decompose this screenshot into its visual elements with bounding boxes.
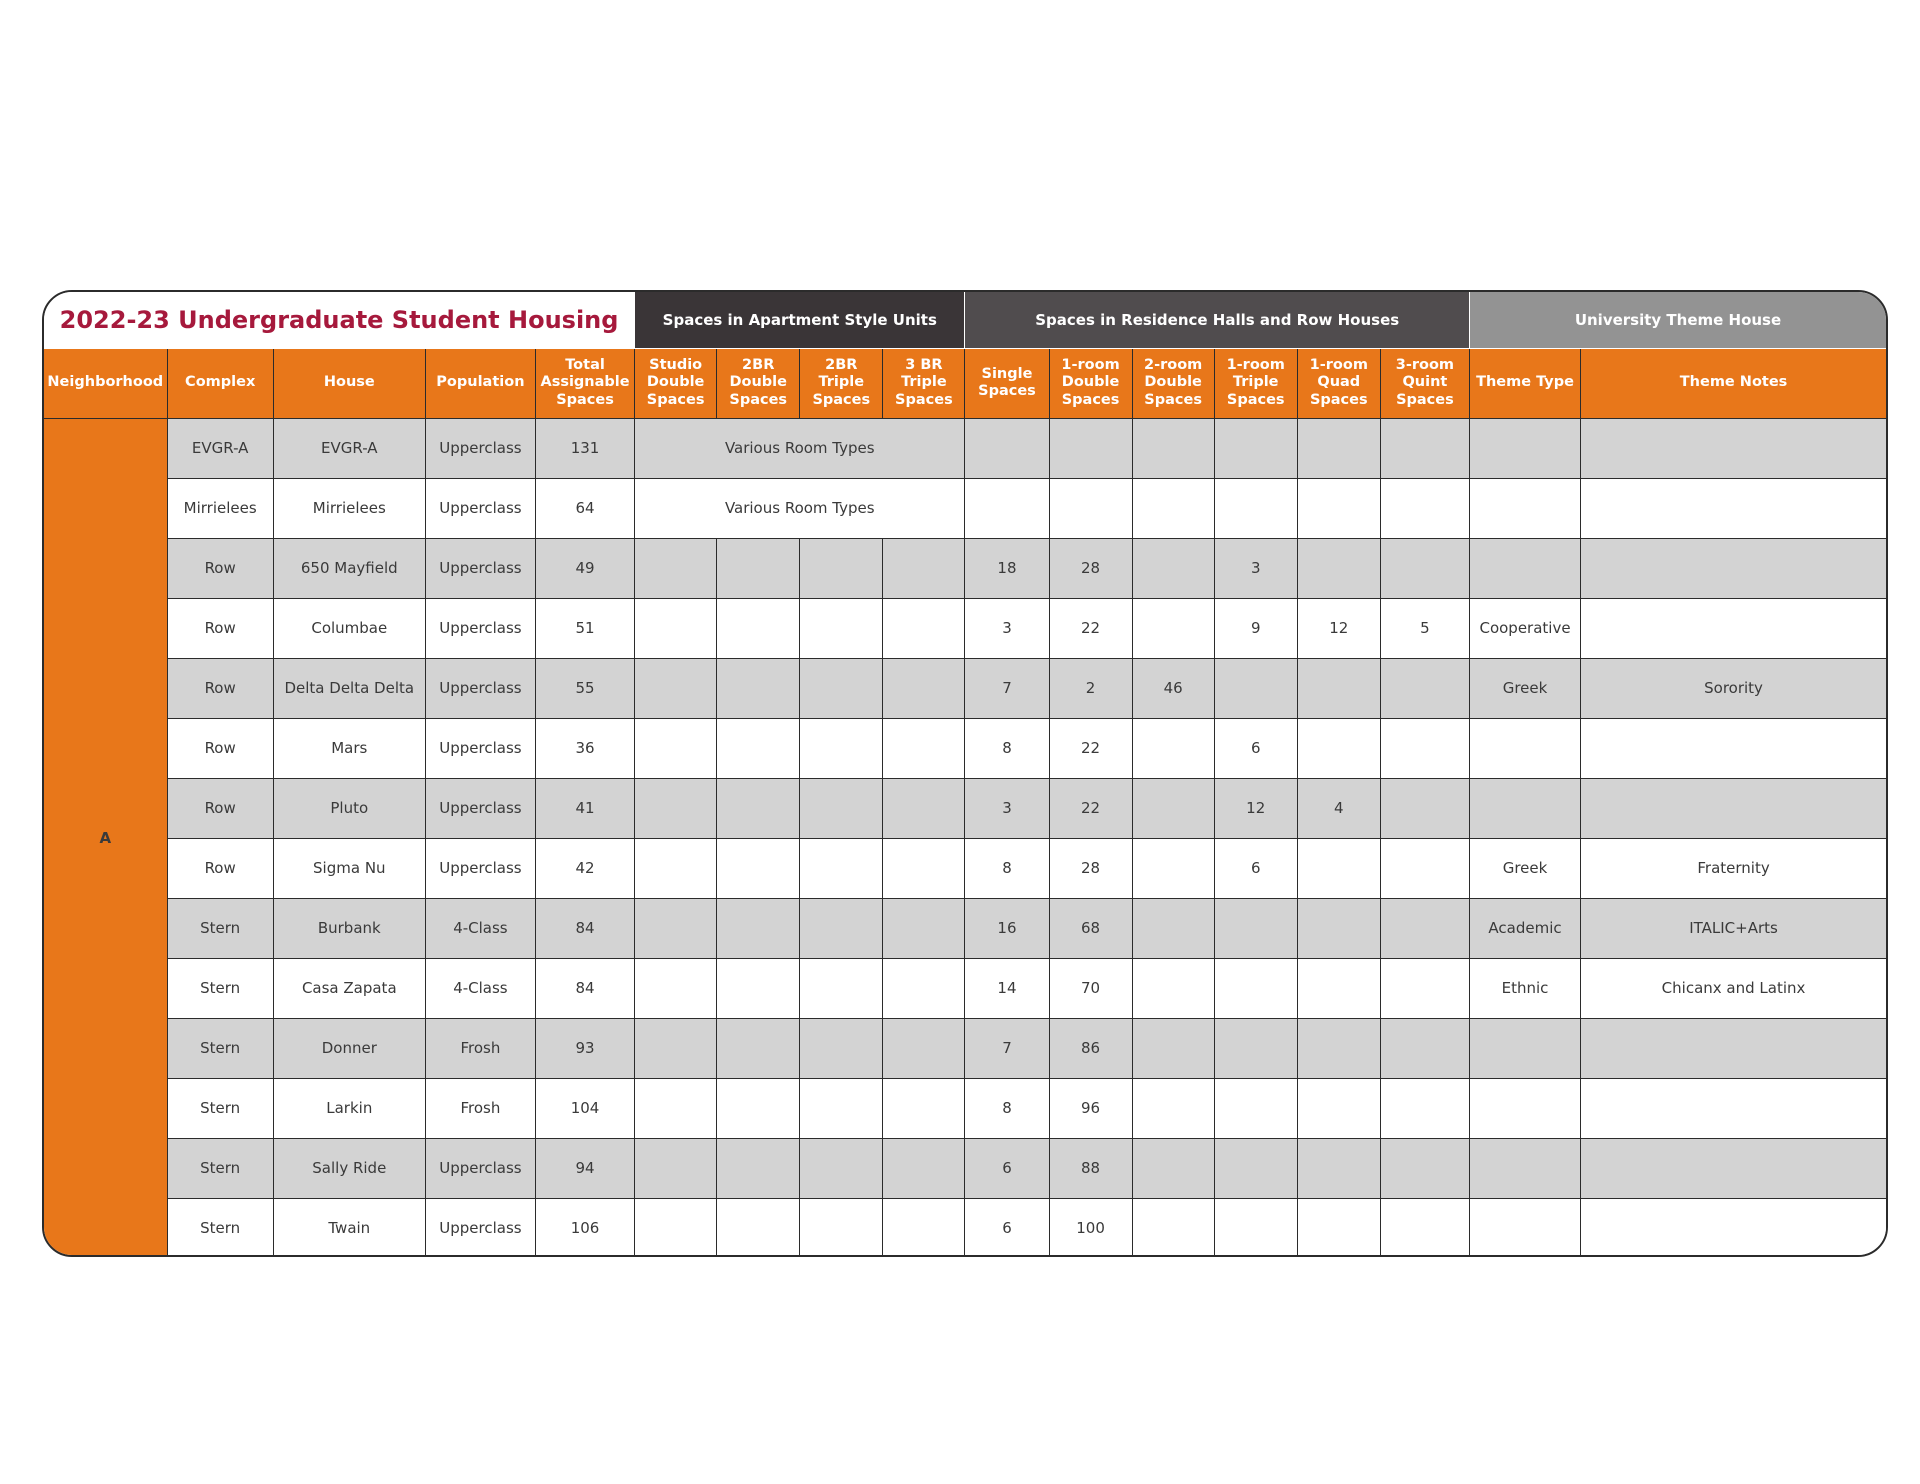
cell-2br-double xyxy=(717,778,800,838)
cell-house: Donner xyxy=(273,1018,425,1078)
cell-1room-double: 2 xyxy=(1049,658,1132,718)
cell-2br-double xyxy=(717,718,800,778)
cell-complex: Row xyxy=(167,598,273,658)
cell-house: Twain xyxy=(273,1198,425,1257)
cell-single xyxy=(965,478,1049,538)
cell-population: Upperclass xyxy=(425,598,535,658)
cell-single: 14 xyxy=(965,958,1049,1018)
cell-1room-double: 70 xyxy=(1049,958,1132,1018)
cell-total-spaces: 94 xyxy=(535,1138,634,1198)
cell-theme-type xyxy=(1469,1138,1580,1198)
cell-theme-notes: Fraternity xyxy=(1581,838,1886,898)
cell-2br-double xyxy=(717,1018,800,1078)
housing-table-card xyxy=(42,290,1888,1257)
header-band-row xyxy=(44,292,1886,348)
cell-1room-double: 22 xyxy=(1049,718,1132,778)
cell-complex: Row xyxy=(167,838,273,898)
table-row xyxy=(44,1018,1886,1078)
cell-population: Upperclass xyxy=(425,778,535,838)
cell-2room-double xyxy=(1132,898,1214,958)
cell-single: 8 xyxy=(965,838,1049,898)
col-header-1room-triple: 1-room Triple Spaces xyxy=(1214,348,1297,418)
cell-house: Mirrielees xyxy=(273,478,425,538)
neighborhood-label: A xyxy=(44,418,167,1257)
cell-3br-triple xyxy=(883,898,965,958)
cell-theme-notes xyxy=(1581,1078,1886,1138)
col-header-1room-double: 1-room Double Spaces xyxy=(1049,348,1132,418)
cell-3br-triple xyxy=(883,1018,965,1078)
cell-theme-type xyxy=(1469,1198,1580,1257)
cell-house: Delta Delta Delta xyxy=(273,658,425,718)
cell-1room-double: 88 xyxy=(1049,1138,1132,1198)
cell-complex: Row xyxy=(167,658,273,718)
table-row xyxy=(44,478,1886,538)
cell-1room-quad xyxy=(1297,1198,1380,1257)
cell-2br-triple xyxy=(800,1078,883,1138)
cell-1room-triple xyxy=(1214,1138,1297,1198)
cell-house: Columbae xyxy=(273,598,425,658)
cell-theme-notes: ITALIC+Arts xyxy=(1581,898,1886,958)
col-header-theme-type: Theme Type xyxy=(1469,348,1580,418)
cell-house: Larkin xyxy=(273,1078,425,1138)
cell-single: 8 xyxy=(965,718,1049,778)
cell-single: 18 xyxy=(965,538,1049,598)
cell-complex: Stern xyxy=(167,898,273,958)
cell-1room-triple: 6 xyxy=(1214,838,1297,898)
cell-2br-triple xyxy=(800,1198,883,1257)
cell-house: Casa Zapata xyxy=(273,958,425,1018)
cell-apartment-note: Various Room Types xyxy=(635,418,965,478)
cell-2room-double: 46 xyxy=(1132,658,1214,718)
cell-theme-type xyxy=(1469,778,1580,838)
cell-2room-double xyxy=(1132,838,1214,898)
cell-1room-quad: 4 xyxy=(1297,778,1380,838)
cell-studio-double xyxy=(635,778,717,838)
cell-1room-quad xyxy=(1297,1138,1380,1198)
cell-population: 4-Class xyxy=(425,958,535,1018)
page-title: 2022-23 Undergraduate Student Housing xyxy=(44,292,635,348)
cell-3room-quint xyxy=(1380,898,1469,958)
cell-studio-double xyxy=(635,1198,717,1257)
cell-1room-quad xyxy=(1297,838,1380,898)
cell-2br-triple xyxy=(800,1018,883,1078)
cell-studio-double xyxy=(635,958,717,1018)
table-row xyxy=(44,838,1886,898)
cell-3br-triple xyxy=(883,598,965,658)
cell-2room-double xyxy=(1132,1018,1214,1078)
col-header-neighborhood: Neighborhood xyxy=(44,348,167,418)
cell-1room-quad xyxy=(1297,898,1380,958)
cell-population: Upperclass xyxy=(425,538,535,598)
table-row xyxy=(44,598,1886,658)
cell-total-spaces: 42 xyxy=(535,838,634,898)
cell-2br-double xyxy=(717,538,800,598)
cell-1room-triple xyxy=(1214,958,1297,1018)
cell-2br-triple xyxy=(800,718,883,778)
cell-2br-double xyxy=(717,898,800,958)
cell-1room-quad xyxy=(1297,958,1380,1018)
cell-theme-notes xyxy=(1581,1018,1886,1078)
cell-theme-type: Greek xyxy=(1469,658,1580,718)
cell-studio-double xyxy=(635,1018,717,1078)
cell-2room-double xyxy=(1132,478,1214,538)
col-header-theme-notes: Theme Notes xyxy=(1581,348,1886,418)
col-header-3room-quint: 3-room Quint Spaces xyxy=(1380,348,1469,418)
cell-single: 16 xyxy=(965,898,1049,958)
cell-3br-triple xyxy=(883,718,965,778)
cell-theme-notes: Chicanx and Latinx xyxy=(1581,958,1886,1018)
cell-1room-triple: 6 xyxy=(1214,718,1297,778)
cell-3room-quint xyxy=(1380,778,1469,838)
cell-theme-notes xyxy=(1581,778,1886,838)
table-row xyxy=(44,658,1886,718)
cell-studio-double xyxy=(635,1078,717,1138)
cell-single: 6 xyxy=(965,1138,1049,1198)
cell-population: Upperclass xyxy=(425,658,535,718)
cell-1room-quad xyxy=(1297,418,1380,478)
cell-1room-triple: 9 xyxy=(1214,598,1297,658)
cell-total-spaces: 84 xyxy=(535,958,634,1018)
cell-3room-quint xyxy=(1380,478,1469,538)
cell-studio-double xyxy=(635,658,717,718)
cell-1room-double: 22 xyxy=(1049,778,1132,838)
cell-total-spaces: 104 xyxy=(535,1078,634,1138)
cell-theme-type: Ethnic xyxy=(1469,958,1580,1018)
cell-2br-triple xyxy=(800,598,883,658)
cell-complex: EVGR-A xyxy=(167,418,273,478)
cell-theme-type: Academic xyxy=(1469,898,1580,958)
col-header-studio-double: Studio Double Spaces xyxy=(635,348,717,418)
cell-house: Pluto xyxy=(273,778,425,838)
cell-theme-notes xyxy=(1581,1138,1886,1198)
cell-house: Sally Ride xyxy=(273,1138,425,1198)
table-row xyxy=(44,1138,1886,1198)
cell-total-spaces: 41 xyxy=(535,778,634,838)
cell-total-spaces: 131 xyxy=(535,418,634,478)
cell-complex: Stern xyxy=(167,958,273,1018)
cell-2br-triple xyxy=(800,898,883,958)
cell-1room-triple xyxy=(1214,478,1297,538)
col-header-2room-double: 2-room Double Spaces xyxy=(1132,348,1214,418)
cell-population: Upperclass xyxy=(425,478,535,538)
cell-complex: Stern xyxy=(167,1138,273,1198)
cell-2room-double xyxy=(1132,598,1214,658)
cell-population: Upperclass xyxy=(425,1138,535,1198)
col-header-complex: Complex xyxy=(167,348,273,418)
cell-3room-quint xyxy=(1380,1138,1469,1198)
cell-1room-quad xyxy=(1297,538,1380,598)
cell-2br-triple xyxy=(800,1138,883,1198)
cell-studio-double xyxy=(635,1138,717,1198)
table-row xyxy=(44,1198,1886,1257)
cell-population: Upperclass xyxy=(425,418,535,478)
cell-complex: Row xyxy=(167,778,273,838)
column-header-row xyxy=(44,348,1886,418)
cell-3br-triple xyxy=(883,958,965,1018)
cell-1room-double: 100 xyxy=(1049,1198,1132,1257)
cell-theme-type xyxy=(1469,478,1580,538)
cell-2br-double xyxy=(717,838,800,898)
cell-1room-quad xyxy=(1297,1078,1380,1138)
cell-house: Burbank xyxy=(273,898,425,958)
cell-3br-triple xyxy=(883,538,965,598)
cell-3room-quint xyxy=(1380,838,1469,898)
col-header-1room-quad: 1-room Quad Spaces xyxy=(1297,348,1380,418)
col-header-single: Single Spaces xyxy=(965,348,1049,418)
table-row xyxy=(44,718,1886,778)
cell-house: EVGR-A xyxy=(273,418,425,478)
cell-2room-double xyxy=(1132,718,1214,778)
cell-1room-double xyxy=(1049,418,1132,478)
cell-population: 4-Class xyxy=(425,898,535,958)
cell-complex: Mirrielees xyxy=(167,478,273,538)
cell-apartment-note: Various Room Types xyxy=(635,478,965,538)
cell-1room-double: 28 xyxy=(1049,538,1132,598)
cell-1room-quad xyxy=(1297,478,1380,538)
cell-2br-triple xyxy=(800,838,883,898)
cell-2br-double xyxy=(717,1078,800,1138)
housing-table xyxy=(44,292,1886,1257)
cell-theme-type xyxy=(1469,718,1580,778)
cell-house: Sigma Nu xyxy=(273,838,425,898)
cell-1room-triple xyxy=(1214,418,1297,478)
cell-3room-quint xyxy=(1380,538,1469,598)
cell-2br-triple xyxy=(800,658,883,718)
cell-3room-quint: 5 xyxy=(1380,598,1469,658)
cell-1room-triple xyxy=(1214,1018,1297,1078)
cell-single: 3 xyxy=(965,598,1049,658)
cell-3room-quint xyxy=(1380,418,1469,478)
cell-2br-double xyxy=(717,598,800,658)
cell-single: 6 xyxy=(965,1198,1049,1257)
cell-2room-double xyxy=(1132,1078,1214,1138)
cell-complex: Row xyxy=(167,718,273,778)
cell-total-spaces: 51 xyxy=(535,598,634,658)
cell-3room-quint xyxy=(1380,958,1469,1018)
cell-1room-quad xyxy=(1297,718,1380,778)
cell-3br-triple xyxy=(883,838,965,898)
band-residence-halls: Spaces in Residence Halls and Row Houses xyxy=(965,292,1470,348)
cell-2room-double xyxy=(1132,778,1214,838)
cell-2br-double xyxy=(717,958,800,1018)
cell-3br-triple xyxy=(883,1138,965,1198)
col-header-population: Population xyxy=(425,348,535,418)
cell-single: 8 xyxy=(965,1078,1049,1138)
cell-1room-triple xyxy=(1214,1078,1297,1138)
cell-studio-double xyxy=(635,598,717,658)
cell-1room-double: 28 xyxy=(1049,838,1132,898)
cell-theme-notes xyxy=(1581,598,1886,658)
cell-studio-double xyxy=(635,718,717,778)
table-row xyxy=(44,898,1886,958)
cell-theme-notes xyxy=(1581,1198,1886,1257)
cell-house: 650 Mayfield xyxy=(273,538,425,598)
cell-2br-triple xyxy=(800,958,883,1018)
cell-3br-triple xyxy=(883,1198,965,1257)
col-header-house: House xyxy=(273,348,425,418)
cell-1room-triple xyxy=(1214,658,1297,718)
cell-1room-triple xyxy=(1214,1198,1297,1257)
cell-1room-double: 22 xyxy=(1049,598,1132,658)
cell-single: 7 xyxy=(965,1018,1049,1078)
cell-theme-type: Cooperative xyxy=(1469,598,1580,658)
cell-total-spaces: 49 xyxy=(535,538,634,598)
cell-population: Frosh xyxy=(425,1078,535,1138)
cell-theme-notes xyxy=(1581,478,1886,538)
cell-3room-quint xyxy=(1380,1198,1469,1257)
table-row xyxy=(44,538,1886,598)
cell-3room-quint xyxy=(1380,658,1469,718)
cell-1room-double: 68 xyxy=(1049,898,1132,958)
cell-total-spaces: 55 xyxy=(535,658,634,718)
cell-2room-double xyxy=(1132,538,1214,598)
cell-single: 3 xyxy=(965,778,1049,838)
table-row xyxy=(44,778,1886,838)
table-body xyxy=(44,418,1886,1257)
cell-house: Mars xyxy=(273,718,425,778)
cell-theme-notes: Sorority xyxy=(1581,658,1886,718)
cell-1room-triple: 12 xyxy=(1214,778,1297,838)
cell-2br-double xyxy=(717,658,800,718)
cell-population: Frosh xyxy=(425,1018,535,1078)
cell-complex: Stern xyxy=(167,1018,273,1078)
cell-1room-double: 86 xyxy=(1049,1018,1132,1078)
cell-1room-quad: 12 xyxy=(1297,598,1380,658)
cell-theme-notes xyxy=(1581,538,1886,598)
cell-theme-type xyxy=(1469,1078,1580,1138)
cell-1room-quad xyxy=(1297,1018,1380,1078)
cell-2br-triple xyxy=(800,778,883,838)
cell-2br-double xyxy=(717,1198,800,1257)
cell-theme-type xyxy=(1469,538,1580,598)
col-header-total-spaces: Total Assignable Spaces xyxy=(535,348,634,418)
cell-studio-double xyxy=(635,898,717,958)
cell-1room-triple xyxy=(1214,898,1297,958)
cell-theme-notes xyxy=(1581,418,1886,478)
cell-studio-double xyxy=(635,538,717,598)
cell-total-spaces: 106 xyxy=(535,1198,634,1257)
cell-theme-type xyxy=(1469,1018,1580,1078)
col-header-3br-triple: 3 BR Triple Spaces xyxy=(883,348,965,418)
cell-theme-notes xyxy=(1581,718,1886,778)
cell-theme-type xyxy=(1469,418,1580,478)
cell-3br-triple xyxy=(883,1078,965,1138)
cell-population: Upperclass xyxy=(425,718,535,778)
cell-2room-double xyxy=(1132,1198,1214,1257)
cell-population: Upperclass xyxy=(425,838,535,898)
col-header-2br-double: 2BR Double Spaces xyxy=(717,348,800,418)
band-apartment-style: Spaces in Apartment Style Units xyxy=(635,292,965,348)
cell-2room-double xyxy=(1132,958,1214,1018)
cell-3br-triple xyxy=(883,778,965,838)
cell-total-spaces: 36 xyxy=(535,718,634,778)
col-header-2br-triple: 2BR Triple Spaces xyxy=(800,348,883,418)
cell-3br-triple xyxy=(883,658,965,718)
cell-3room-quint xyxy=(1380,1078,1469,1138)
cell-complex: Row xyxy=(167,538,273,598)
cell-total-spaces: 64 xyxy=(535,478,634,538)
cell-1room-double xyxy=(1049,478,1132,538)
cell-single: 7 xyxy=(965,658,1049,718)
cell-studio-double xyxy=(635,838,717,898)
cell-total-spaces: 93 xyxy=(535,1018,634,1078)
band-theme-house: University Theme House xyxy=(1469,292,1886,348)
cell-1room-quad xyxy=(1297,658,1380,718)
cell-total-spaces: 84 xyxy=(535,898,634,958)
cell-1room-double: 96 xyxy=(1049,1078,1132,1138)
cell-3room-quint xyxy=(1380,1018,1469,1078)
cell-complex: Stern xyxy=(167,1078,273,1138)
cell-2br-triple xyxy=(800,538,883,598)
cell-single xyxy=(965,418,1049,478)
cell-2br-double xyxy=(717,1138,800,1198)
table-row xyxy=(44,1078,1886,1138)
cell-2room-double xyxy=(1132,1138,1214,1198)
cell-1room-triple: 3 xyxy=(1214,538,1297,598)
cell-theme-type: Greek xyxy=(1469,838,1580,898)
table-row xyxy=(44,958,1886,1018)
cell-complex: Stern xyxy=(167,1198,273,1257)
table-row xyxy=(44,418,1886,478)
cell-population: Upperclass xyxy=(425,1198,535,1257)
cell-3room-quint xyxy=(1380,718,1469,778)
cell-2room-double xyxy=(1132,418,1214,478)
